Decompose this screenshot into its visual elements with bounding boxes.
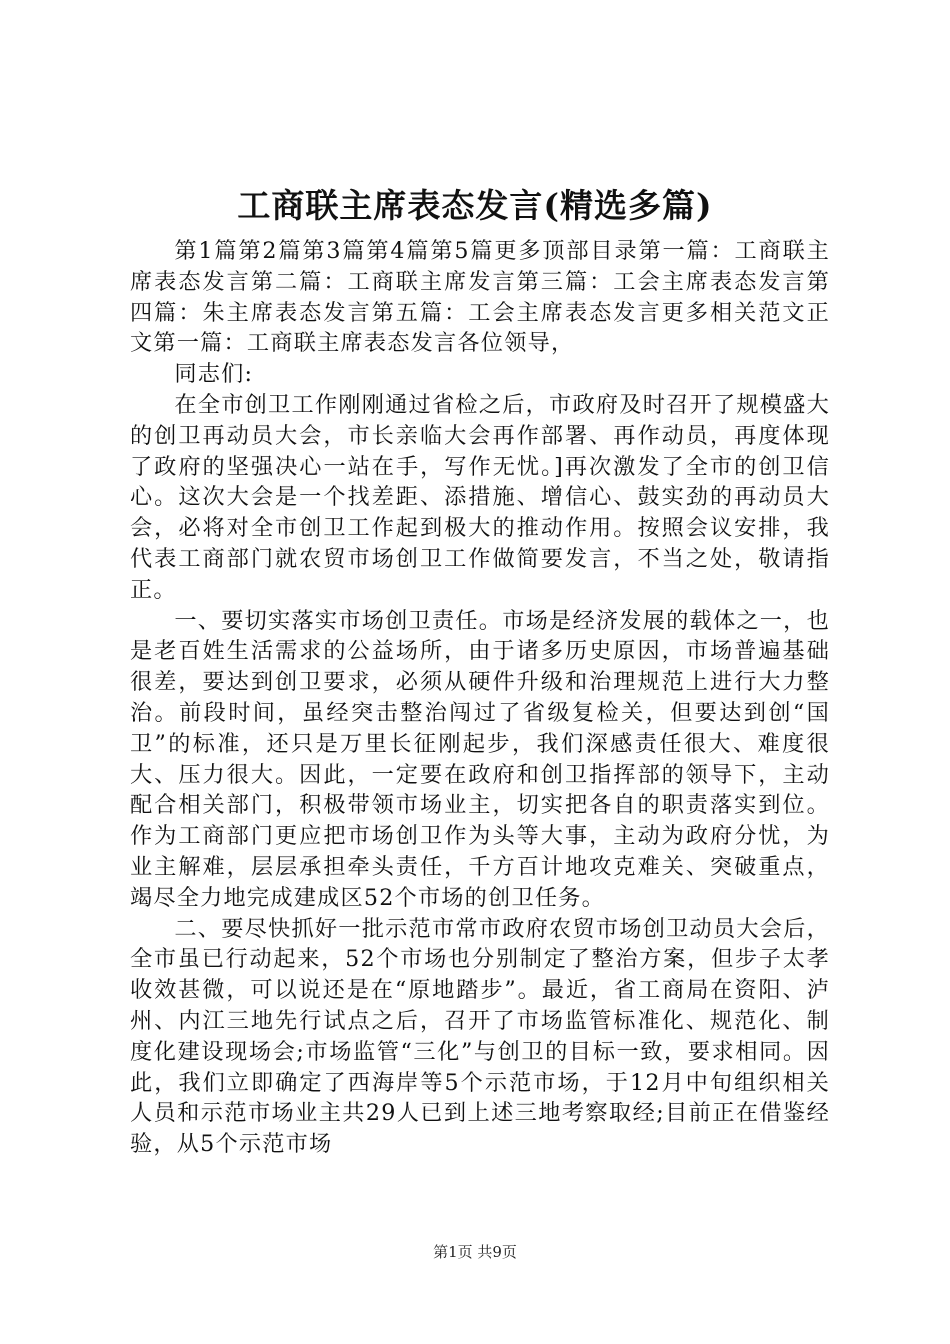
document-title: 工商联主席表态发言(精选多篇) [237, 186, 713, 225]
body-paragraph-point-two: 二、要尽快抓好一批示范市常市政府农贸市场创卫动员大会后，全市虽已行动起来，52个市场也分别制定了整治方案，但步子太孝收效甚微，可以说还是在“原地踏步”。最近，省工商局在资阳、泸州、内江三地先行试点之后，召开了市场监管标准化、规范化、制度化建设现场会;市场监管“三化”与创卫的目标一致，要求相同。因此，我们立即确定了西海岸等5个示范市场，于12月中旬组织相关人员和示范市场业主共29人已到上述三地考察取经;目前正在借鉴经验，从5个示范市场 [130, 915, 830, 1158]
body-paragraph-salutation: 同志们: [174, 361, 254, 388]
body-paragraph-toc: 第1篇第2篇第3篇第4篇第5篇更多顶部目录第一篇：工商联主席表态发言第二篇：工商联主席发言第三篇：工会主席表态发言第四篇：朱主席表态发言第五篇：工会主席表态发言更多相关范文正文第一篇：工商联主席表态发言各位领导， [130, 238, 830, 357]
body-paragraph-point-one: 一、要切实落实市场创卫责任。市场是经济发展的载体之一，也是老百姓生活需求的公益场所，由于诸多历史原因，市场普遍基础很差，要达到创卫要求，必须从硬件升级和治理规范上进行大力整治。前段时间，虽经突击整治闯过了省级复检关，但要达到创“国卫”的标准，还只是万里长征刚起步，我们深感责任很大、难度很大、压力很大。因此，一定要在政府和创卫指挥部的领导下，主动配合相关部门，积极带领市场业主，切实把各自的职责落实到位。作为工商部门更应把市场创卫作为头等大事，主动为政府分忧，为业主解难，层层承担牵头责任，千方百计地攻克难关、突破重点，竭尽全力地完成建成区52个市场的创卫任务。 [130, 607, 830, 911]
page-number-footer: 第1页 共9页 [433, 1243, 517, 1261]
document-body [130, 236, 830, 1160]
body-paragraph-intro: 在全市创卫工作刚刚通过省检之后，市政府及时召开了规模盛大的创卫再动员大会，市长亲临大会再作部署、再作动员，再度体现了政府的坚强决心一站在手，写作无忧。]再次激发了全市的创卫信心。这次大会是一个找差距、添措施、增信心、鼓实劲的再动员大会，必将对全市创卫工作起到极大的推动作用。按照会议安排，我代表工商部门就农贸市场创卫工作做简要发言，不当之处，敬请指正。 [130, 391, 830, 603]
